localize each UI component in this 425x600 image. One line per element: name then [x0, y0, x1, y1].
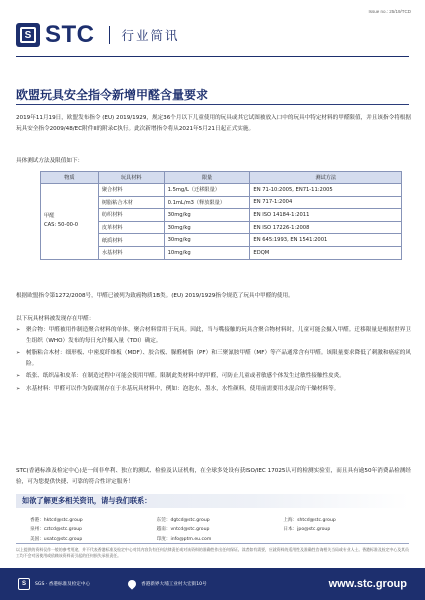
limit-cell: 30mg/kg	[164, 234, 250, 247]
classification-paragraph: 根据欧盟指令第1272/2008号，甲醛已被列为致癌物质1B类。(EU) 2019/1929指令规范了玩具中甲醛的使用。	[16, 293, 294, 299]
bullet-arrow-icon: ➢	[16, 385, 21, 392]
footer-address	[90, 580, 207, 588]
list-item: ➢ 纸张、纸织品和皮革：在制造过程中可能会使用甲醛。限制此类材料中的甲醛，可防止儿童或者敏感个体发生过敏性接触性皮炎。	[16, 371, 411, 382]
contact-heading: 如欲了解更多相关资讯，请与我们联系：	[16, 494, 409, 508]
contact-email-link[interactable]: 越南：vntcd@stc.group	[156, 527, 210, 533]
list-intro: 以下玩具材料被发现存在甲醛：	[16, 316, 95, 322]
limit-cell: 0.1mL/m3（释放限量）	[164, 196, 250, 209]
list-item: ➢ 水基材料：甲醛可以作为防腐剂存在于水基玩具材料中，例如：泡泡水，墨水，水性颜料，使用前需要用水混合的干燥材料等。	[16, 384, 411, 395]
footer-address-text: 香港新界大埔工业村大宏街10号	[141, 582, 207, 587]
limit-cell: 10mg/kg	[164, 246, 250, 259]
contact-email-link[interactable]: 香港：hktcd@stc.group	[30, 517, 83, 523]
location-pin-icon	[126, 578, 137, 589]
list-item: ➢ 聚合物：甲醛被用作制造聚合材料的单体。聚合材料常用于玩具。因此，当与嘴接触的玩具含聚合物材料时，儿童可能会摄入甲醛。迁移限量是根据世界卫生组织（WHO）发布的每日允许摄入量（TDI）确定。	[16, 325, 411, 346]
title-rule	[16, 104, 409, 105]
substance-name: 甲醛	[44, 213, 55, 220]
material-cell: 树脂粘合木材	[98, 196, 164, 209]
limit-cell: 1.5mg/L（迁移限量）	[164, 184, 250, 197]
table-row	[41, 184, 402, 197]
contact-email-link[interactable]: 日本：jpo@stc.group	[283, 527, 331, 533]
substance-cell	[41, 184, 99, 260]
stc-logo-icon: S	[16, 23, 40, 47]
contact-email-link[interactable]: 泉州：cztcd@stc.group	[30, 527, 83, 533]
limit-cell: 30mg/kg	[164, 221, 250, 234]
material-cell: 纸质材料	[98, 234, 164, 247]
col-header-method: 测试方法	[250, 172, 402, 184]
header-divider	[109, 26, 110, 44]
material-cell: 水基材料	[98, 246, 164, 259]
col-header-limit: 限量	[164, 172, 250, 184]
material-cell: 纺织材料	[98, 209, 164, 222]
footer-rule	[16, 543, 409, 544]
bullet-arrow-icon: ➢	[16, 350, 21, 356]
newsletter-title: 行业简讯	[121, 28, 180, 43]
website-link[interactable]: www.stc.group	[328, 578, 407, 590]
method-cell: EN 71-10:2005, EN71-11:2005	[250, 184, 402, 197]
contact-list	[30, 515, 410, 544]
issue-number: Issue no.: 25/19/TCD	[368, 9, 411, 14]
header-rule	[16, 56, 409, 57]
material-cell: 皮革材料	[98, 221, 164, 234]
page-footer	[0, 568, 425, 600]
logo-text: STC	[45, 21, 95, 48]
stc-logo-icon: S	[18, 578, 30, 590]
page-header	[16, 18, 409, 52]
contact-email-link[interactable]: 美国：usatc@stc.group	[30, 536, 83, 542]
method-cell: EDQM	[250, 246, 402, 259]
footer-org	[0, 578, 90, 590]
substance-cas: CAS: 50-00-0	[44, 222, 79, 229]
col-header-material: 玩具材料	[98, 172, 164, 184]
formaldehyde-limit-table	[40, 171, 402, 260]
contact-email-link[interactable]: 上海：shtcd@stc.group	[283, 517, 336, 523]
method-cell: EN 645:1993, EN 1541:2001	[250, 234, 402, 247]
table-header-row	[41, 172, 402, 184]
contact-email-link[interactable]: 东莞：dgtcd@stc.group	[156, 517, 210, 523]
closing-paragraph: STC(香港标准及检定中心)是一间非牟利、独立的测试、检验及认证机构，在全球多处设有获ISO/IEC 17025认可的检测实验室，而且具有逾50年消费品检测经验，可为您提供快捷、可靠的符合性评定服务！	[16, 468, 411, 485]
limit-cell: 30mg/kg	[164, 209, 250, 222]
material-list	[16, 325, 411, 394]
table-intro: 具体测试方法及限值如下：	[16, 158, 84, 164]
contact-row	[30, 525, 410, 535]
col-header-substance: 物质	[41, 172, 99, 184]
article-title: 欧盟玩具安全指令新增甲醛含量要求	[16, 88, 209, 102]
contact-email-link[interactable]: 印度：info@ptm.eu.com	[156, 536, 212, 542]
material-cell: 聚合材料	[98, 184, 164, 197]
method-cell: EN 717-1:2004	[250, 196, 402, 209]
method-cell: EN ISO 17226-1:2008	[250, 221, 402, 234]
method-cell: EN ISO 14184-1:2011	[250, 209, 402, 222]
footer-org-name: SGS · 香港标准及检定中心	[35, 582, 91, 587]
bullet-arrow-icon: ➢	[16, 327, 21, 333]
disclaimer: 以上提供的资料仅作一般的参考用途，并不代表香港标准及检定中心对其内容负有任何法律责任或对该资料的准确性作出任何保证。读者如有需要，应就资料的适用性及准确性咨询相关当局或专业人士。香港标准及检定中心及其员工均不会对因使用或依赖该资料而引起的任何损失承担责任。	[16, 547, 409, 558]
intro-paragraph: 2019年11月19日，欧盟发布指令 (EU) 2019/1929，规定36个月以下儿童使用的玩具或其它试图被放入口中的玩具中特定材料的甲醛限值，并且该指令将根据玩具安全指令2009/48/EC附件II的附录C执行。此次新增指令将从2021年5月21日起正式实施。	[16, 115, 411, 132]
list-item: ➢ 树脂粘合木材：细形板、中密度纤维板（MDF）、胶合板、脲醛树脂（PF）和三聚氰胺甲醛（MF）等产品通常含有甲醛。该限量要求降低了刺激和癌症的风险。	[16, 348, 411, 369]
contact-row	[30, 515, 410, 525]
bullet-arrow-icon: ➢	[16, 373, 21, 379]
